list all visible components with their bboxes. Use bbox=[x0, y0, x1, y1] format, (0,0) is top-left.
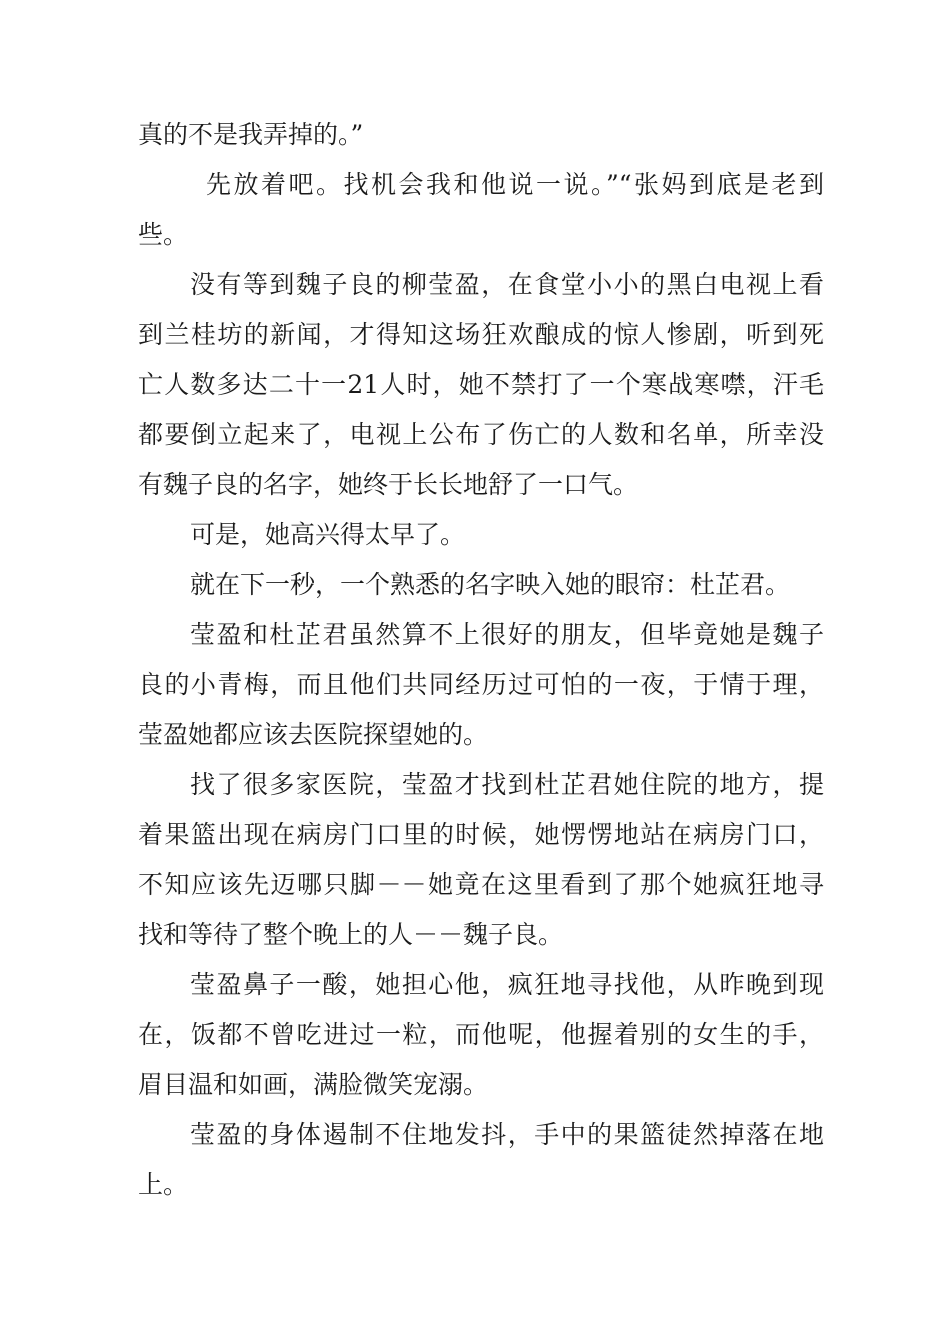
text-line: 没有等到魏子良的柳莹盈，在食堂小小的黑白电视上看 bbox=[190, 270, 824, 299]
text-line: 良的小青梅，而且他们共同经历过可怕的一夜，于情于理， bbox=[138, 670, 824, 699]
text-line: 些。 bbox=[138, 220, 189, 249]
text-line: 莹盈鼻子一酸，她担心他，疯狂地寻找他，从昨晚到现 bbox=[190, 970, 824, 999]
text-line: 不知应该先迈哪只脚－－她竟在这里看到了那个她疯狂地寻 bbox=[138, 870, 824, 899]
text-line: 亡人数多达二十一21人时，她不禁打了一个寒战寒噤，汗毛 bbox=[138, 370, 824, 399]
text-line: 莹盈的身体遏制不住地发抖，手中的果篮徒然掉落在地 bbox=[190, 1120, 824, 1149]
text-line: 有魏子良的名字，她终于长长地舒了一口气。 bbox=[138, 470, 639, 499]
text-line: 找和等待了整个晚上的人－－魏子良。 bbox=[138, 920, 564, 949]
body-text bbox=[138, 110, 824, 1210]
text-line: 上。 bbox=[138, 1170, 189, 1199]
text-line: 莹盈她都应该去医院探望她的。 bbox=[138, 720, 489, 749]
text-line: 莹盈和杜芷君虽然算不上很好的朋友，但毕竟她是魏子 bbox=[190, 620, 824, 649]
text-line: 真的不是我弄掉的。” bbox=[138, 120, 364, 149]
text-line: 眉目温和如画，满脸微笑宠溺。 bbox=[138, 1070, 489, 1099]
text-line: 着果篮出现在病房门口里的时候，她愣愣地站在病房门口， bbox=[138, 820, 824, 849]
text-line: 都要倒立起来了，电视上公布了伤亡的人数和名单，所幸没 bbox=[138, 420, 824, 449]
text-line: 就在下一秒，一个熟悉的名字映入她的眼帘：杜芷君。 bbox=[190, 570, 791, 599]
text-line: 先放着吧。找机会我和他说一说。”“张妈到底是老到 bbox=[206, 170, 824, 199]
text-line: 可是，她高兴得太早了。 bbox=[190, 520, 466, 549]
text-line: 到兰桂坊的新闻，才得知这场狂欢酿成的惊人惨剧，听到死 bbox=[138, 320, 824, 349]
text-line: 在，饭都不曾吃进过一粒，而他呢，他握着别的女生的手， bbox=[138, 1020, 824, 1049]
text-line: 找了很多家医院，莹盈才找到杜芷君她住院的地方，提 bbox=[190, 770, 824, 799]
